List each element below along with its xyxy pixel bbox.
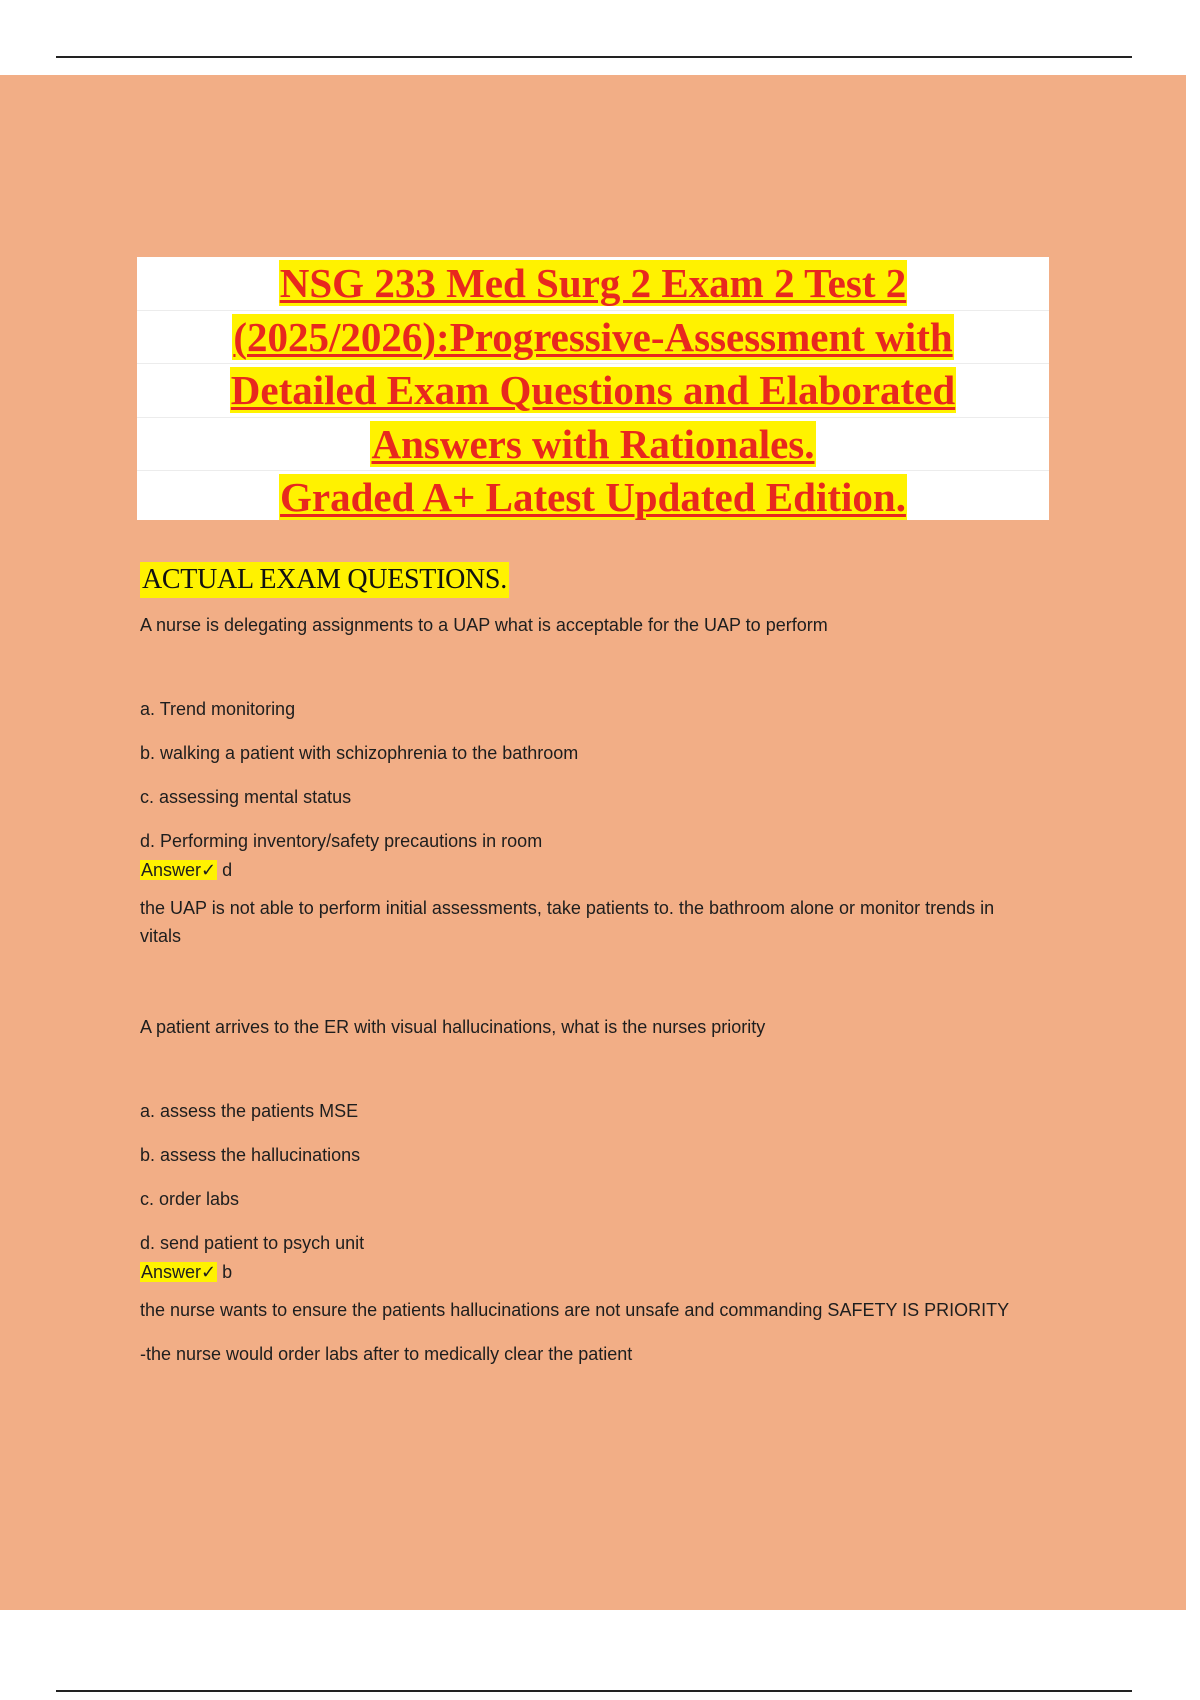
top-rule	[56, 56, 1132, 58]
answer-line	[140, 856, 1040, 884]
title-line: Answers with Rationales.	[137, 418, 1049, 472]
option-d: d. Performing inventory/safety precautions in room	[140, 831, 543, 851]
question-text: A nurse is delegating assignments to a UAP what is acceptable for the UAP to perform	[140, 615, 828, 635]
question-block-1	[140, 612, 1040, 950]
answer-label: Answer✓	[141, 1262, 217, 1282]
answer-value: d	[222, 860, 233, 880]
answer-label: Answer✓	[141, 860, 217, 880]
option-b: b. walking a patient with schizophrenia to the bathroom	[140, 743, 579, 763]
option-a: a. assess the patients MSE	[140, 1101, 359, 1121]
question-block-2	[140, 1014, 1040, 1368]
title-box	[137, 257, 1049, 520]
rationale-text: the nurse wants to ensure the patients hallucinations are not unsafe and commanding SAFETY IS PRIORITY	[140, 1300, 1010, 1320]
option-d: d. send patient to psych unit	[140, 1233, 365, 1253]
option-b: b. assess the hallucinations	[140, 1145, 361, 1165]
check-icon: ✓	[201, 1262, 217, 1282]
title-line: Graded A+ Latest Updated Edition.	[280, 474, 906, 521]
rationale-text: -the nurse would order labs after to medically clear the patient	[140, 1344, 633, 1364]
option-a: a. Trend monitoring	[140, 699, 296, 719]
bottom-rule	[56, 1690, 1132, 1692]
title-line: NSG 233 Med Surg 2 Exam 2 Test 2	[137, 257, 1049, 311]
check-icon: ✓	[201, 860, 217, 880]
answer-value: b	[222, 1262, 233, 1282]
question-text: A patient arrives to the ER with visual hallucinations, what is the nurses priority	[140, 1017, 766, 1037]
rationale-text: the UAP is not able to perform initial assessments, take patients to. the bathroom alone or monitor trends in vitals	[140, 898, 995, 946]
title-line: Detailed Exam Questions and Elaborated	[137, 364, 1049, 418]
spacer	[140, 966, 1040, 1014]
title-line: (2025/2026):Progressive-Assessment with	[137, 311, 1049, 365]
option-c: c. order labs	[140, 1189, 240, 1209]
document-content	[140, 562, 1040, 1384]
section-heading: ACTUAL EXAM QUESTIONS.	[140, 562, 509, 598]
option-c: c. assessing mental status	[140, 787, 352, 807]
answer-line	[140, 1258, 1040, 1286]
